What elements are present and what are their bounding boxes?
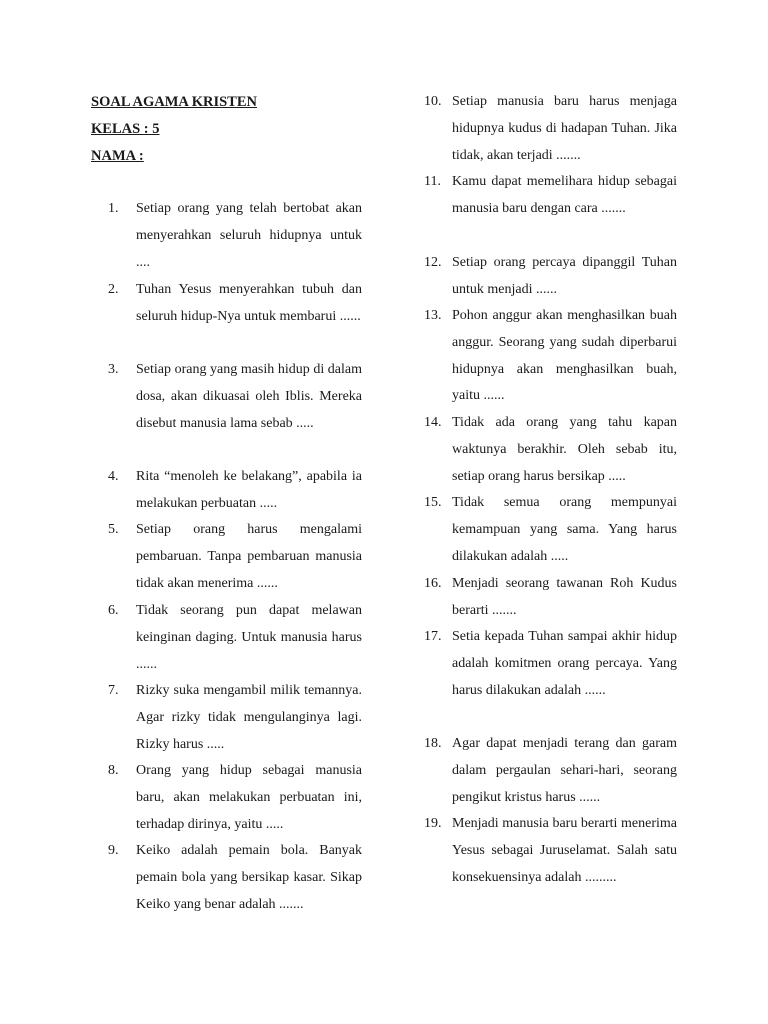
question-item xyxy=(108,277,362,331)
question-text: Tidak seorang pun dapat melawan keinginan daging. Untuk manusia harus ...... xyxy=(136,603,362,672)
question-item xyxy=(108,838,362,918)
question-item xyxy=(108,357,362,437)
question-text: Setiap orang yang masih hidup di dalam dosa, akan dikuasai oleh Iblis. Mereka disebut manusia lama sebab ..... xyxy=(136,362,362,431)
worksheet-header xyxy=(91,91,351,172)
question-text: Tidak semua orang mempunyai kemampuan yang sama. Yang harus dilakukan adalah ..... xyxy=(452,495,677,564)
question-item xyxy=(424,811,677,891)
question-text: Menjadi manusia baru berarti menerima Yesus sebagai Juruselamat. Salah satu konsekuensinya adalah ......... xyxy=(452,816,677,885)
question-number: 5. xyxy=(108,522,119,537)
question-text: Setiap orang harus mengalami pembaruan. Tanpa pembaruan manusia tidak akan menerima ...... xyxy=(136,522,362,591)
question-item xyxy=(108,678,362,758)
question-number: 4. xyxy=(108,469,119,484)
question-number: 2. xyxy=(108,282,119,297)
name-label: NAMA : xyxy=(91,148,144,164)
question-item xyxy=(424,571,677,625)
question-number: 13. xyxy=(424,308,442,323)
question-number: 16. xyxy=(424,576,442,591)
question-item xyxy=(108,464,362,518)
class-label: KELAS : 5 xyxy=(91,121,160,137)
question-item xyxy=(424,250,677,304)
question-text: Pohon anggur akan menghasilkan buah anggur. Seorang yang sudah diperbarui hidupnya akan menghasilkan buah, yaitu ...... xyxy=(452,308,677,404)
question-text: Agar dapat menjadi terang dan garam dalam pergaulan sehari-hari, seorang pengikut kristus harus ...... xyxy=(452,736,677,805)
question-item xyxy=(424,731,677,811)
question-text: Keiko adalah pemain bola. Banyak pemain bola yang bersikap kasar. Sikap Keiko yang benar adalah ....... xyxy=(136,843,362,912)
question-item xyxy=(108,758,362,838)
question-number: 11. xyxy=(424,174,441,189)
question-text: Tidak ada orang yang tahu kapan waktunya berakhir. Oleh sebab itu, setiap orang harus bersikap ..... xyxy=(452,415,677,484)
question-text: Setiap orang yang telah bertobat akan menyerahkan seluruh hidupnya untuk .... xyxy=(136,201,362,270)
question-text: Setia kepada Tuhan sampai akhir hidup adalah komitmen orang percaya. Yang harus dilakukan adalah ...... xyxy=(452,629,677,698)
question-number: 17. xyxy=(424,629,442,644)
question-item xyxy=(424,303,677,410)
question-text: Setiap manusia baru harus menjaga hidupnya kudus di hadapan Tuhan. Jika tidak, akan terjadi ....... xyxy=(452,94,677,163)
question-number: 18. xyxy=(424,736,442,751)
question-number: 9. xyxy=(108,843,119,858)
question-text: Rizky suka mengambil milik temannya. Agar rizky tidak mengulanginya lagi. Rizky harus ..... xyxy=(136,683,362,752)
question-number: 3. xyxy=(108,362,119,377)
question-item xyxy=(108,196,362,276)
question-item xyxy=(424,169,677,223)
question-item xyxy=(108,598,362,678)
question-number: 10. xyxy=(424,94,442,109)
question-text: Rita “menoleh ke belakang”, apabila ia melakukan perbuatan ..... xyxy=(136,469,362,511)
question-number: 1. xyxy=(108,201,119,216)
question-text: Kamu dapat memelihara hidup sebagai manusia baru dengan cara ....... xyxy=(452,174,677,216)
question-number: 12. xyxy=(424,255,442,270)
question-item xyxy=(424,490,677,570)
question-text: Setiap orang percaya dipanggil Tuhan untuk menjadi ...... xyxy=(452,255,677,297)
question-text: Menjadi seorang tawanan Roh Kudus berarti ....... xyxy=(452,576,677,618)
question-number: 14. xyxy=(424,415,442,430)
question-item xyxy=(108,517,362,597)
question-number: 7. xyxy=(108,683,119,698)
question-number: 15. xyxy=(424,495,442,510)
question-item xyxy=(424,624,677,704)
question-text: Tuhan Yesus menyerahkan tubuh dan seluruh hidup-Nya untuk membarui ...... xyxy=(136,282,362,324)
worksheet-title: SOAL AGAMA KRISTEN xyxy=(91,94,257,110)
question-number: 8. xyxy=(108,763,119,778)
question-item xyxy=(424,410,677,490)
question-text: Orang yang hidup sebagai manusia baru, akan melakukan perbuatan ini, terhadap dirinya, yaitu ..... xyxy=(136,763,362,832)
question-number: 19. xyxy=(424,816,442,831)
question-number: 6. xyxy=(108,603,119,618)
question-item xyxy=(424,89,677,169)
